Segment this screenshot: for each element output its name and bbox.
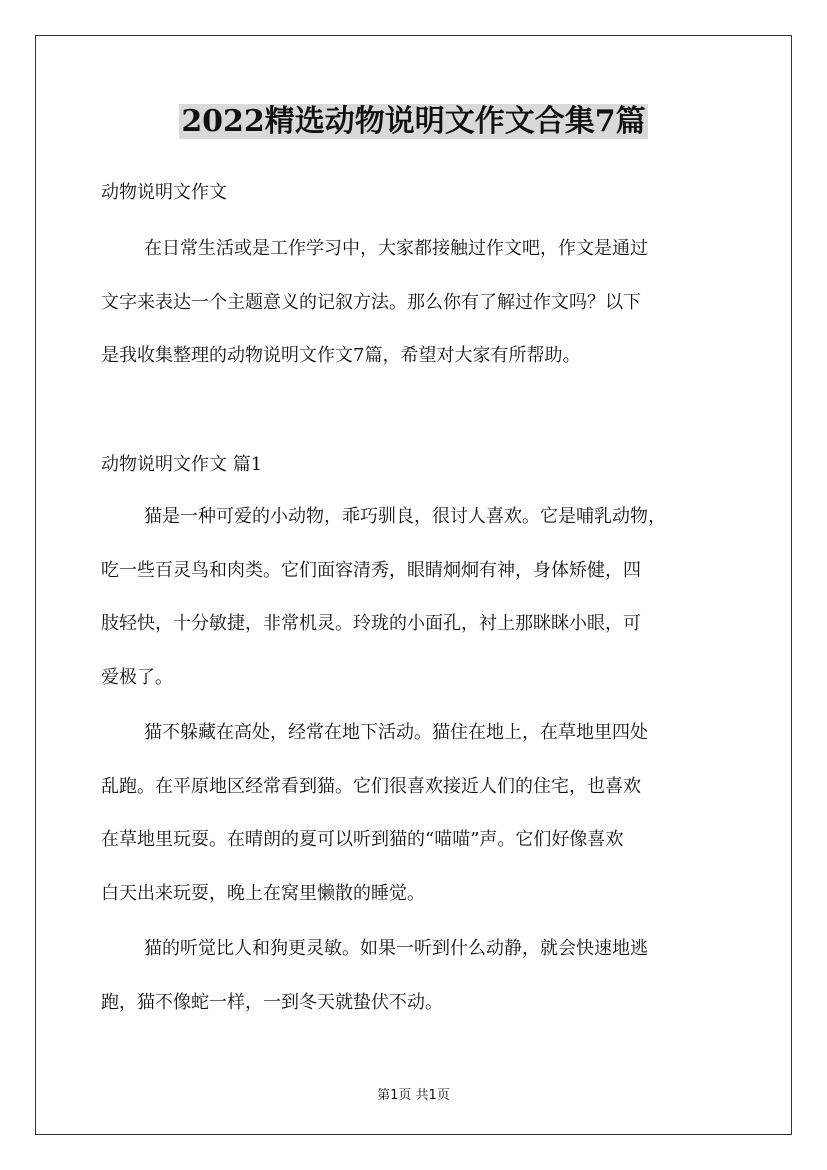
title-text: 2022精选动物说明文作文合集7篇	[181, 104, 646, 139]
paragraph-line: 猫不躲藏在高处，经常在地下活动。猫住在地上，在草地里四处	[144, 722, 648, 743]
page-number-footer: 第1页 共1页	[377, 1088, 450, 1103]
essay-paragraph-2	[101, 706, 741, 920]
paragraph-line: 是我收集整理的动物说明文作文7篇，希望对大家有所帮助。	[101, 345, 581, 366]
document-title	[0, 100, 827, 144]
paragraph-line: 在日常生活或是工作学习中，大家都接触过作文吧，作文是通过	[144, 238, 648, 259]
paragraph-line: 乱跑。在平原地区经常看到猫。它们很喜欢接近人们的住宅，也喜欢	[101, 775, 641, 797]
paragraph-line: 吃一些百灵鸟和肉类。它们面容清秀，眼睛炯炯有神，身体矫健，四	[101, 559, 641, 581]
paragraph-line: 白天出来玩耍，晚上在窝里懒散的睡觉。	[101, 882, 425, 904]
essay-heading: 动物说明文作文 篇1	[101, 454, 263, 475]
intro-heading: 动物说明文作文	[101, 182, 227, 203]
paragraph-line: 在草地里玩耍。在晴朗的夏可以听到猫的“喵喵”声。它们好像喜欢	[101, 829, 624, 850]
paragraph-line: 文字来表达一个主题意义的记叙方法。那么你有了解过作文吗？以下	[101, 291, 641, 313]
paragraph-line: 猫是一种可爱的小动物，乖巧驯良，很讨人喜欢。它是哺乳动物，	[144, 506, 666, 527]
paragraph-line: 猫的听觉比人和狗更灵敏。如果一听到什么动静，就会快速地逃	[144, 938, 648, 959]
essay-paragraph-3	[101, 922, 741, 1029]
paragraph-line: 肢轻快，十分敏捷，非常机灵。玲珑的小面孔，衬上那眯眯小眼，可	[101, 613, 641, 634]
paragraph-line: 爱极了。	[101, 666, 173, 688]
intro-paragraph	[101, 222, 741, 383]
paragraph-line: 跑，猫不像蛇一样，一到冬天就蛰伏不动。	[101, 991, 443, 1013]
essay-paragraph-1	[101, 490, 741, 704]
